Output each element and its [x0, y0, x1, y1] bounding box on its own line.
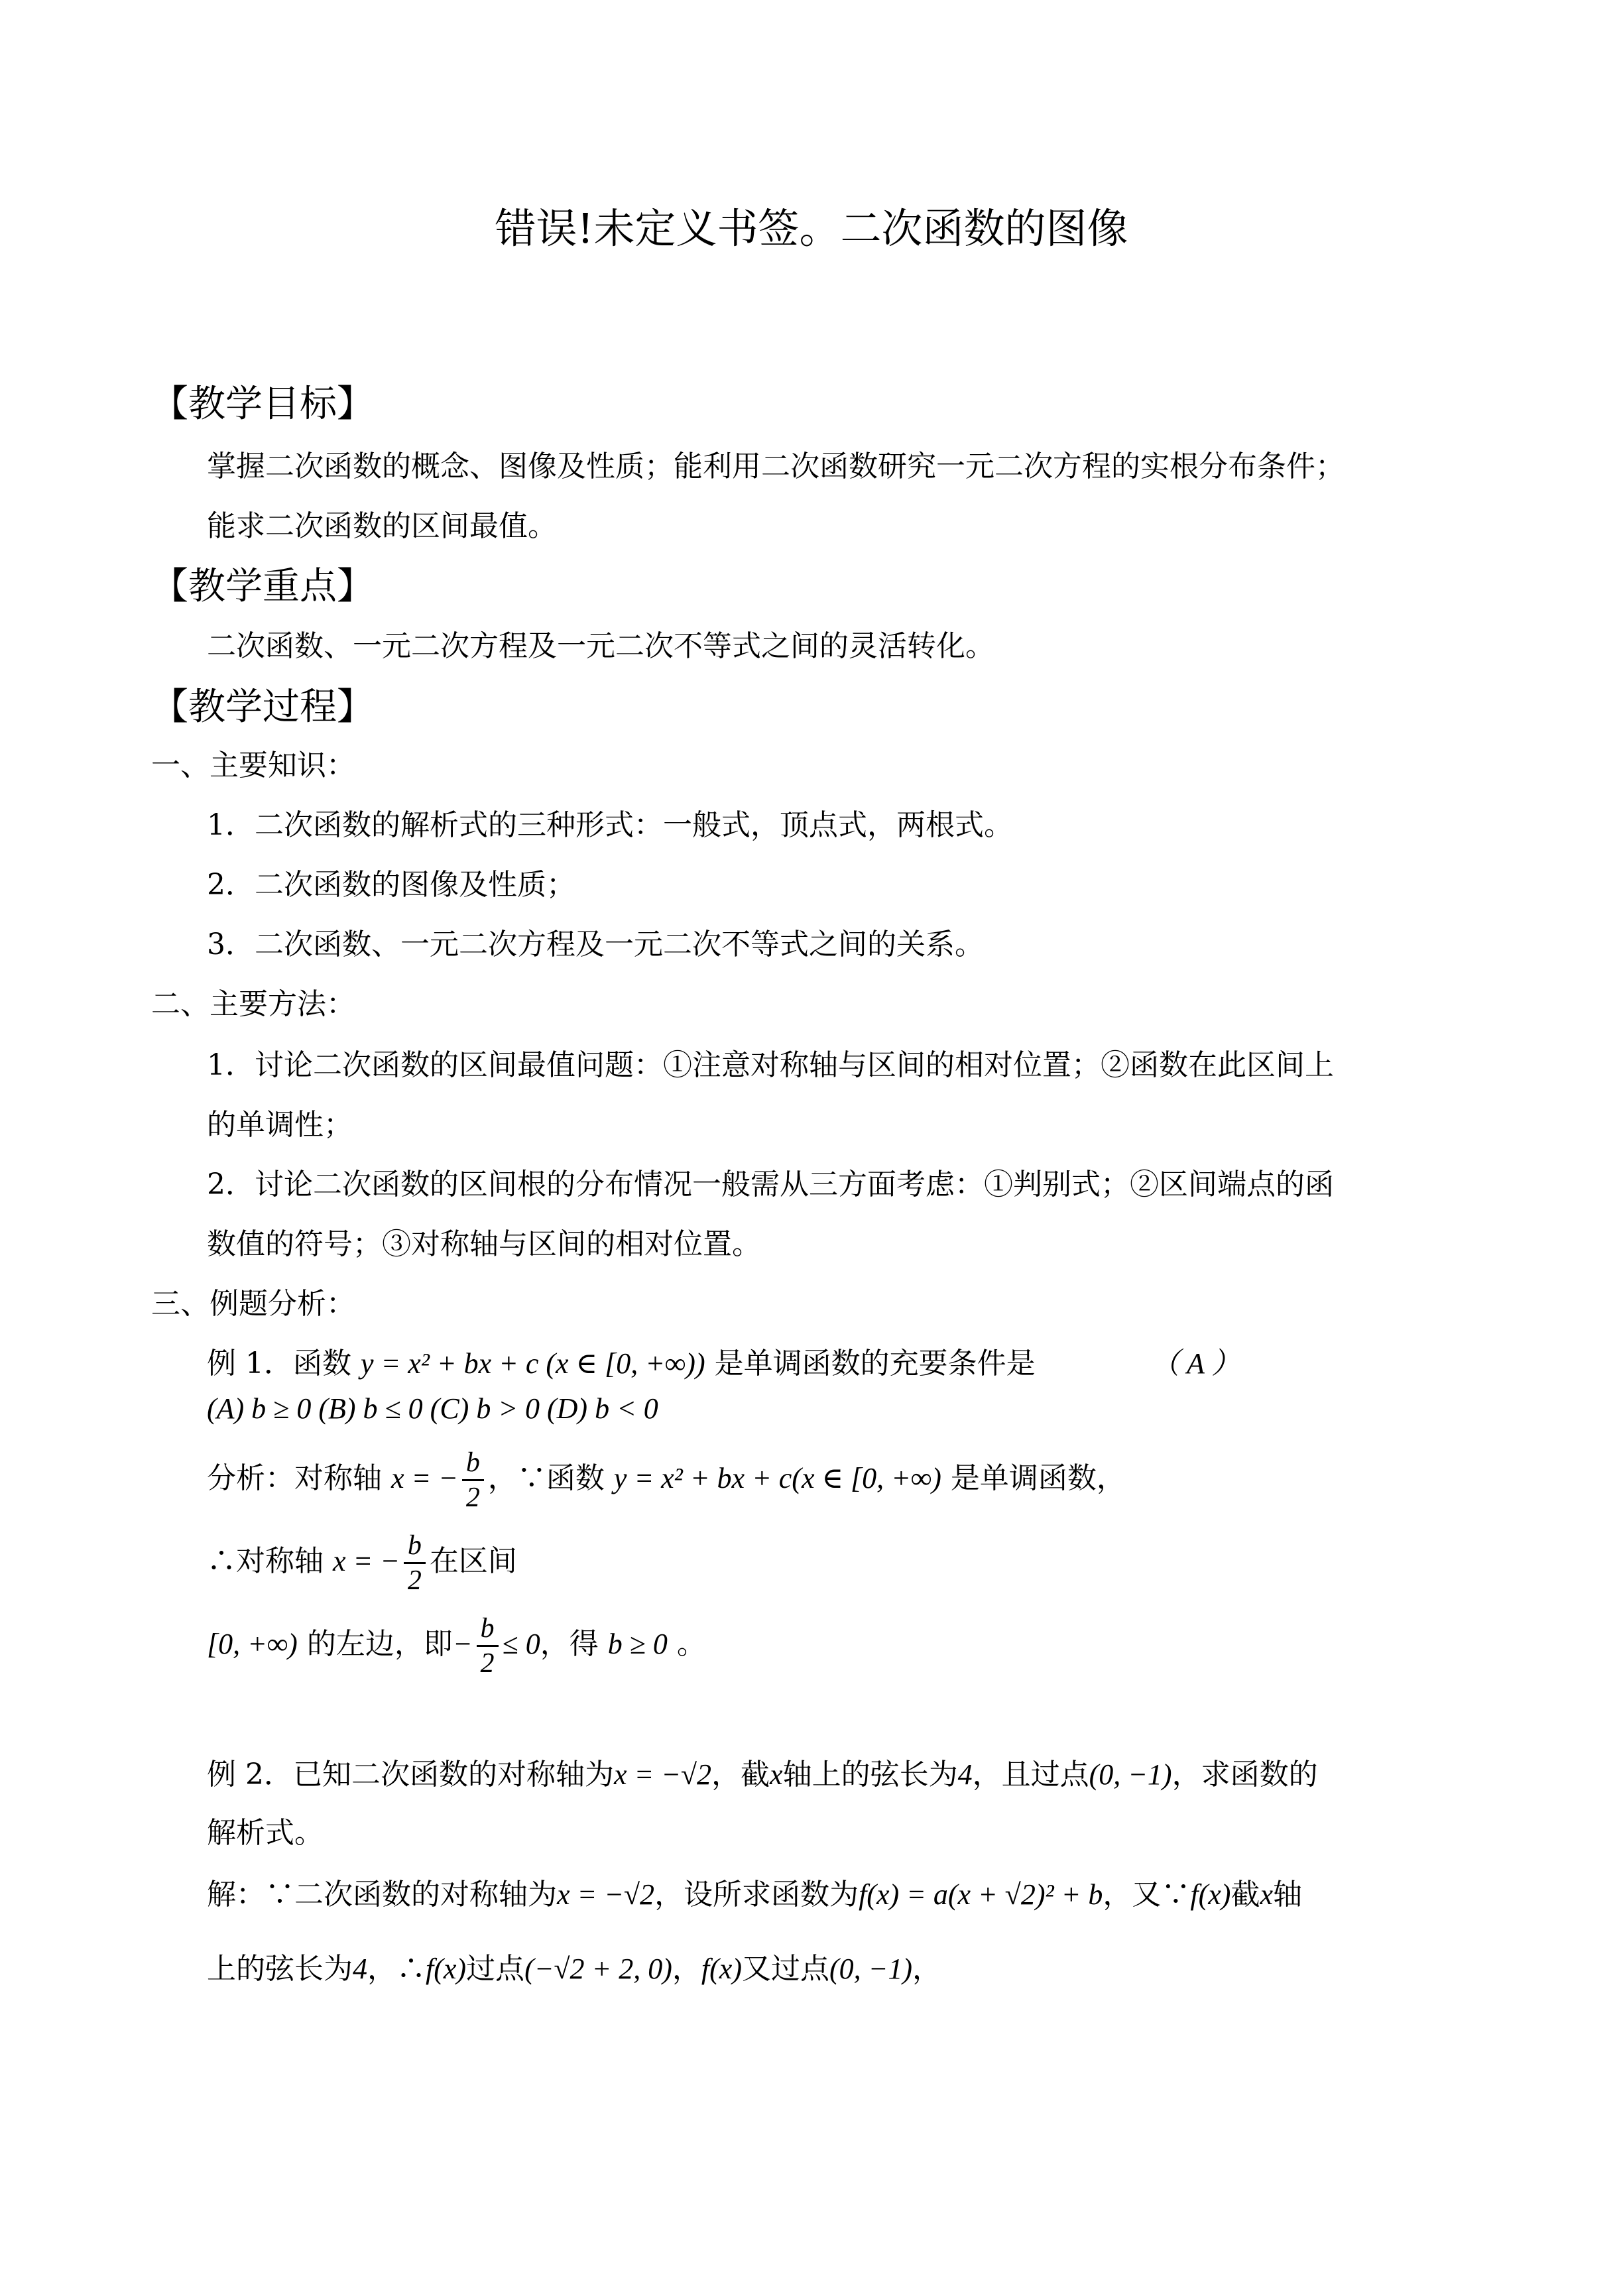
- ex2-solution-line-2: [207, 1949, 941, 1989]
- fraction-denominator: 2: [480, 1648, 495, 1679]
- ex2-s2-prefix: 上的弦长为: [207, 1952, 353, 1986]
- ex1-a3-result: b ≥ 0: [607, 1628, 668, 1660]
- part3-heading: 三、例题分析：: [151, 1287, 355, 1321]
- ex1-analysis-line-1: [207, 1439, 1126, 1518]
- part1-item-2: 2．二次函数的图像及性质；: [207, 868, 575, 902]
- ex2-s2-mid4: 又过点: [741, 1952, 829, 1986]
- part2-item-2b: 数值的符号；③对称轴与区间的相对位置。: [207, 1227, 761, 1261]
- ex1-a1-x: x = −: [391, 1462, 458, 1494]
- fraction-denominator: 2: [465, 1482, 480, 1513]
- ex2-l1-axis: x = −√2: [613, 1758, 712, 1791]
- example-2-line-1: [207, 1755, 1318, 1795]
- ex1-a2-end: 在区间: [429, 1544, 517, 1578]
- ex2-l1-prefix: 例 2．已知二次函数的对称轴为: [207, 1758, 614, 1791]
- ex2-l1-mid2: 轴上的弦长为: [782, 1758, 958, 1791]
- ex1-a2-x: x = −: [333, 1545, 400, 1577]
- process-heading: 【教学过程】: [151, 686, 374, 729]
- ex2-s1-axis: x = −√2: [557, 1878, 655, 1911]
- goal-line-1: 掌握二次函数的概念、图像及性质；能利用二次函数研究一元二次方程的实根分布条件；: [207, 450, 1345, 483]
- ex2-l1-mid1: ，截: [711, 1758, 770, 1791]
- ex2-s2-pt: (−√2 + 2, 0): [524, 1953, 672, 1985]
- ex2-s2-pt2: (0, −1): [829, 1953, 912, 1985]
- fraction-b-over-2: [462, 1446, 484, 1514]
- part1-heading: 一、主要知识：: [151, 749, 355, 782]
- ex2-s1-mid: ，设所求函数为: [654, 1878, 859, 1911]
- ex2-s1-f: f(x) = a(x + √2)² + b: [859, 1878, 1103, 1911]
- fraction-b-over-2: [477, 1612, 499, 1680]
- ex1-options: (A) b ≥ 0 (B) b ≤ 0 (C) b > 0 (D) b < 0: [207, 1392, 658, 1425]
- ex2-l1-end: ，求函数的: [1172, 1758, 1318, 1791]
- part2-item-1b: 的单调性；: [207, 1108, 353, 1142]
- key-line-1: 二次函数、一元二次方程及一元二次不等式之间的灵活转化。: [207, 629, 994, 663]
- ex2-solution-line-1: [207, 1875, 1302, 1915]
- ex2-l1-pt: (0, −1): [1089, 1758, 1172, 1791]
- fraction-numerator: b: [477, 1612, 499, 1647]
- ex2-s1-x: x: [1260, 1878, 1273, 1911]
- part1-item-3: 3．二次函数、一元二次方程及一元二次不等式之间的关系。: [207, 928, 984, 961]
- goal-heading: 【教学目标】: [151, 383, 374, 426]
- ex2-s2-end: ，: [912, 1952, 941, 1986]
- ex2-s1-prefix: 解：∵二次函数的对称轴为: [207, 1878, 557, 1911]
- fraction-denominator: 2: [407, 1565, 422, 1596]
- ex1-prefix: 例 1．函数: [207, 1347, 351, 1380]
- fraction-numerator: b: [462, 1446, 484, 1481]
- ex1-a1-mid: ，∵函数: [487, 1461, 605, 1495]
- ex2-s1-mid2: ，又∵: [1103, 1878, 1191, 1911]
- ex2-l1-x: x: [770, 1758, 783, 1791]
- ex1-a1-end: 是单调函数，: [950, 1461, 1126, 1495]
- ex1-a3-interval: [0, +∞): [207, 1628, 298, 1660]
- ex2-l1-len: 4: [957, 1758, 973, 1791]
- ex1-a3-minus: −: [452, 1628, 473, 1660]
- page-title: 错误!未定义书签。二次函数的图像: [495, 204, 1128, 253]
- ex1-a3-le: ≤ 0: [502, 1628, 540, 1660]
- ex1-answer: （ A ）: [1150, 1347, 1241, 1380]
- ex2-s1-mid3: 截: [1231, 1878, 1260, 1911]
- ex2-s1-end: 轴: [1272, 1878, 1302, 1911]
- ex2-s2-mid3: ，: [672, 1952, 701, 1986]
- ex2-s2-mid2: 过点: [466, 1952, 525, 1986]
- key-heading: 【教学重点】: [151, 565, 374, 608]
- ex1-a3-text: 的左边，即: [306, 1627, 453, 1661]
- part2-item-2a: 2．讨论二次函数的区间根的分布情况一般需从三方面考虑：①判别式；②区间端点的函: [207, 1168, 1334, 1201]
- part1-item-1: 1．二次函数的解析式的三种形式：一般式，顶点式，两根式。: [207, 808, 1013, 842]
- ex2-s1-fx: f(x): [1190, 1878, 1231, 1911]
- part2-item-1a: 1．讨论二次函数的区间最值问题：①注意对称轴与区间的相对位置；②函数在此区间上: [207, 1048, 1334, 1082]
- ex1-analysis-line-2: [207, 1522, 517, 1601]
- part2-heading: 二、主要方法：: [151, 987, 355, 1021]
- ex2-l1-mid3: ，且过点: [972, 1758, 1089, 1791]
- ex2-s2-mid: ，∴: [367, 1952, 426, 1986]
- ex1-a3-comma: ，得: [540, 1627, 599, 1661]
- fraction-numerator: b: [404, 1529, 426, 1564]
- ex1-a1-prefix: 分析：对称轴: [207, 1461, 382, 1495]
- goal-line-2: 能求二次函数的区间最值。: [207, 509, 557, 543]
- fraction-b-over-2: [404, 1529, 426, 1597]
- ex2-s2-len: 4: [353, 1953, 367, 1985]
- ex1-a3-end: 。: [676, 1627, 706, 1661]
- ex1-a1-formula: y = x² + bx + c(x ∈ [0, +∞): [613, 1462, 941, 1494]
- ex1-a2-prefix: ∴对称轴: [207, 1544, 324, 1578]
- ex1-text: 是单调函数的充要条件是: [714, 1347, 1036, 1380]
- example-1-question: [207, 1344, 1036, 1384]
- example-2-line-2: 解析式。: [207, 1816, 324, 1850]
- ex1-analysis-line-3: [207, 1604, 706, 1684]
- ex2-s2-fx: f(x): [426, 1953, 467, 1985]
- ex2-s2-fx2: f(x): [701, 1953, 742, 1985]
- ex1-formula: y = x² + bx + c (x ∈ [0, +∞)): [360, 1347, 705, 1380]
